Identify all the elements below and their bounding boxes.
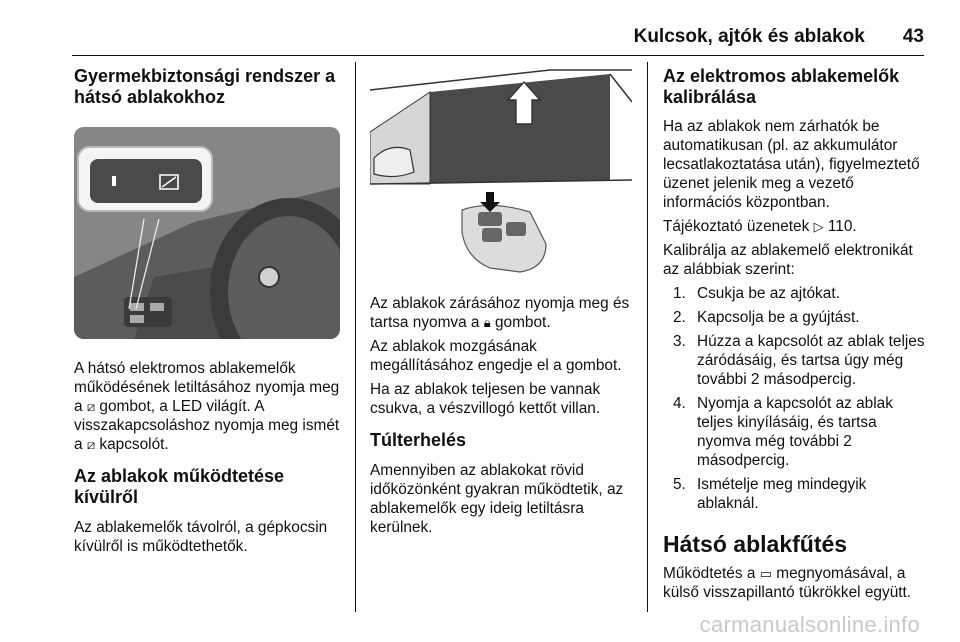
- lock-button-icon: 🔒︎: [483, 315, 491, 330]
- rear-window-heater-icon: ▭: [759, 566, 772, 581]
- column-2: [370, 62, 635, 537]
- child-lock-icon: ⧄: [86, 399, 96, 414]
- rear-defrost-text: Működtetés a ▭ megnyomásával, a külső visszapillantó tükrökkel együtt.: [663, 565, 912, 601]
- list-item: 1. Csukja be az ajtókat.: [673, 285, 840, 302]
- section-heading-overload: Túlterhelés: [370, 430, 467, 450]
- watermark: carmanualsonline.info: [699, 612, 920, 637]
- hazard-flash-text: Ha az ablakok teljesen be vannak csukva, a vészvillogó kettőt villan.: [370, 381, 601, 417]
- overload-text: Amennyiben az ablakokat rövid időközönként gyakran működtetik, az ablakemelők egy ideig letiltásra kerülnek.: [370, 462, 624, 536]
- page-number: 43: [902, 26, 924, 47]
- column-divider-2: [647, 62, 648, 612]
- info-messages-reference: Tájékoztató üzenetek ▷ 110.: [663, 218, 857, 235]
- calibration-lead: Kalibrálja az ablakemelő elektronikát az alábbiak szerint:: [663, 242, 913, 278]
- stop-windows-text: Az ablakok mozgásának megállításához engedje el a gombot.: [370, 338, 622, 374]
- column-1: [74, 62, 344, 556]
- list-item: 4. Nyomja a kapcsolót az ablak teljes kinyílásáig, és tartsa nyomva még további 2 másodpercig.: [673, 395, 893, 469]
- child-lock-instructions: A hátsó elektromos ablakemelők működésének letiltásához nyomja meg a ⧄ gombot, a LED világít. A visszakapcsoláshoz nyomja meg ismét a ⧄ kapcsolót.: [74, 360, 340, 453]
- window-closing-illustration: [370, 62, 632, 284]
- page-header: [634, 26, 924, 48]
- header-rule: [72, 55, 924, 56]
- page-reference-icon: ▷: [813, 219, 824, 234]
- list-item: 2. Kapcsolja be a gyújtást.: [673, 309, 860, 326]
- car-window-key-illustration: [370, 62, 632, 284]
- section-heading-calibration: Az elektromos ablakemelők kalibrálása: [663, 66, 900, 107]
- remote-windows-text: Az ablakemelők távolról, a gépkocsin kívülről is működtethetők.: [74, 519, 328, 555]
- column-divider-1: [355, 62, 356, 612]
- child-lock-switch-photo: [74, 127, 340, 339]
- list-item: 3. Húzza a kapcsolót az ablak teljes záródásáig, és tartsa úgy még további 2 másodpercig.: [673, 333, 925, 388]
- section-heading-child-lock: Gyermekbiztonsági rendszer a hátsó ablakokhoz: [74, 66, 336, 107]
- calibration-steps: [673, 284, 931, 513]
- close-windows-text: Az ablakok zárásához nyomja meg és tartsa nyomva a 🔒︎ gombot.: [370, 295, 630, 331]
- section-heading-remote-windows: Az ablakok működtetése kívülről: [74, 466, 285, 507]
- chapter-title: Kulcsok, ajtók és ablakok: [633, 26, 865, 47]
- dashboard-illustration: [74, 127, 340, 339]
- list-item: 5. Ismételje meg mindegyik ablaknál.: [673, 476, 867, 512]
- column-3: [663, 62, 931, 602]
- child-lock-icon: ⧄: [86, 437, 96, 452]
- calibration-intro: Ha az ablakok nem zárhatók be automatikusan (pl. az akkumulátor lecsatlakoztatása után), figyelmeztető üzenet jelenik meg a vezető információs központban.: [663, 118, 920, 211]
- section-heading-rear-defrost: Hátsó ablakfűtés: [663, 531, 848, 557]
